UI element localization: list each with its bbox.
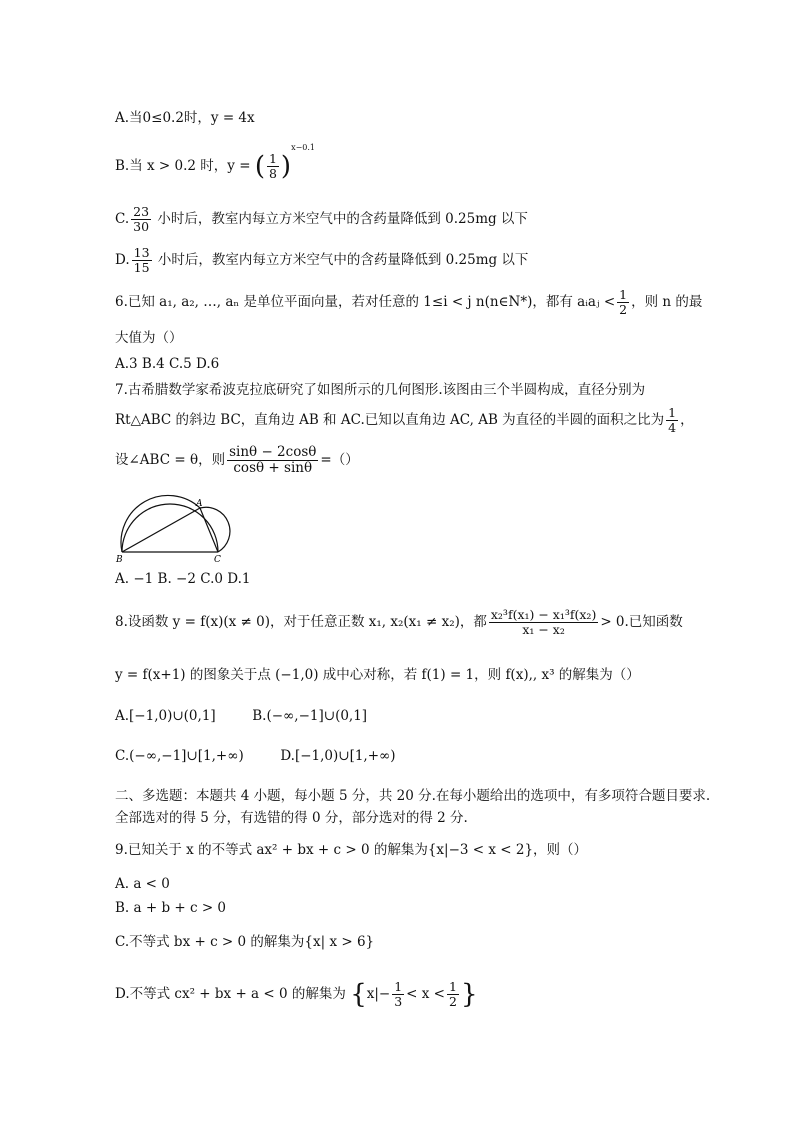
q8-options-row2 (115, 748, 396, 764)
q9-option-d-text: D.不等式 cx² + bx + a < 0 的解集为 (115, 985, 346, 1002)
q7-label-a: A (196, 499, 203, 509)
q9-brace-right: } (460, 979, 478, 1010)
q7-segment-ac (200, 508, 218, 552)
q5-option-d-letter: D. (115, 251, 130, 268)
q5-option-c-text: 小时后，教室内每立方米空气中的含药量降低到 0.25mg 以下 (157, 210, 528, 227)
q7-semicircle-figure (112, 486, 242, 564)
q8-options-row1 (115, 708, 367, 724)
q6-fraction (617, 288, 629, 317)
q5-option-d-fraction (132, 246, 152, 275)
q8-stem-text-b: > 0.已知函数 (600, 613, 683, 630)
q9-d-num1: 1 (394, 979, 403, 994)
q9-brace-left: { (350, 979, 367, 1010)
q5-option-b-prefix: B.当 x > 0.2 时，y = (115, 157, 251, 174)
q6-stem-line1 (115, 288, 702, 317)
q7-semicircle-ab (121, 495, 200, 552)
q5-option-a: A.当0≤0.2时，y = 4x (115, 110, 255, 126)
q9-d-den2: 2 (449, 993, 457, 1009)
q9-d-den1: 3 (394, 993, 403, 1009)
q5-c-den: 30 (133, 218, 150, 234)
q8-frac-den: x₁ − x₂ (522, 621, 565, 637)
q5-d-den: 15 (133, 259, 150, 275)
q8-stem-line2: y = f(x+1) 的图象关于点 (−1,0) 成中心对称，若 f(1) = 1，则 f(x),, x³ 的解集为（） (115, 667, 640, 683)
q6-stem-text-a: 6.已知 a₁, a₂, …, aₙ 是单位平面向量，若对任意的 1≤i < j n(n∈N*)，都有 aᵢaⱼ < (115, 293, 616, 310)
q7-segment-ab (122, 508, 200, 552)
q5-option-b-fraction (267, 152, 279, 181)
section2-header-line2: 全部选对的得 5 分，有选错的得 0 分，部分选对的得 2 分. (115, 810, 468, 826)
q7-stem-line2 (115, 406, 694, 435)
q9-option-d-frac2 (447, 980, 459, 1009)
q5-option-b-exponent: x−0.1 (291, 143, 316, 153)
q8-stem-text-a: 8.设函数 y = f(x)(x ≠ 0)，对于任意正数 x₁, x₂(x₁ ≠ x₂)，都 (115, 613, 487, 630)
q7-stem-text-d: =（） (320, 451, 359, 468)
q5-paren-left: ( (254, 151, 265, 182)
q7-frac-num: 1 (668, 405, 677, 420)
q8-stem-line1 (115, 608, 683, 637)
q7-stem-text-b: ， (680, 411, 694, 428)
q5-paren-right: ) (280, 151, 292, 182)
q7-expr-num: sinθ − 2cosθ (229, 444, 317, 460)
section2-header-line1: 二、多选题：本题共 4 小题，每小题 5 分，共 20 分.在每小题给出的选项中，有多项符合题目要求. (115, 788, 711, 804)
q8-option-a: A.[−1,0)∪(0,1] (115, 708, 216, 724)
q9-option-b: B. a + b + c > 0 (115, 900, 227, 916)
q9-option-d-set: x|− (366, 985, 391, 1002)
q9-option-c: C.不等式 bx + c > 0 的解集为{x| x > 6} (115, 934, 375, 950)
q5-option-c (115, 205, 528, 234)
q9-option-a: A. a < 0 (115, 876, 170, 892)
q9-option-d-mid: < x < (406, 985, 445, 1002)
q8-option-b: B.(−∞,−1]∪(0,1] (252, 708, 368, 724)
q5-option-d (115, 246, 528, 275)
q7-expression (227, 445, 318, 476)
q8-option-d: D.[−1,0)∪[1,+∞) (280, 748, 396, 764)
q9-stem: 9.已知关于 x 的不等式 ax² + bx + c > 0 的解集为{x|−3 < x < 2}，则（） (115, 842, 588, 858)
q5-d-num: 13 (133, 245, 150, 260)
q5-option-c-fraction (131, 205, 151, 234)
q7-label-c: C (214, 555, 221, 564)
q5-c-num: 23 (133, 204, 150, 219)
q9-option-d (115, 980, 478, 1009)
q7-frac-den: 4 (668, 419, 677, 435)
q7-fraction (666, 406, 678, 435)
q8-fraction (489, 608, 598, 637)
q7-semicircle-bc (122, 504, 218, 552)
q6-frac-num: 1 (619, 287, 628, 302)
q7-expr-den: cosθ + sinθ (233, 459, 313, 476)
q7-stem-line1: 7.古希腊数学家希波克拉底研究了如图所示的几何图形.该图由三个半圆构成，直径分别为 (115, 382, 646, 398)
q7-options: A. −1 B. −2 C.0 D.1 (115, 571, 251, 587)
q6-stem-text-b: ，则 n 的最 (631, 293, 703, 310)
q6-options: A.3 B.4 C.5 D.6 (115, 356, 220, 372)
q8-frac-num: x₂³f(x₁) − x₁³f(x₂) (490, 607, 597, 622)
q7-stem-line3 (115, 445, 359, 476)
q9-option-d-frac1 (392, 980, 404, 1009)
q6-frac-den: 2 (619, 301, 628, 317)
q7-stem-text-c: 设∠ABC = θ，则 (115, 451, 226, 468)
q5-b-frac-num: 1 (268, 151, 277, 166)
q8-option-c: C.(−∞,−1]∪[1,+∞) (115, 748, 244, 764)
q7-label-b: B (116, 555, 123, 564)
q5-option-b (115, 143, 316, 182)
q5-option-d-text: 小时后，教室内每立方米空气中的含药量降低到 0.25mg 以下 (157, 251, 529, 268)
q5-option-c-letter: C. (115, 210, 130, 227)
q7-stem-text-a: Rt△ABC 的斜边 BC，直角边 AB 和 AC.已知以直角边 AC, AB 为直径的半圆的面积之比为 (115, 411, 665, 428)
q9-d-num2: 1 (449, 979, 457, 994)
q6-stem-line2: 大值为（） (115, 330, 183, 346)
q5-b-frac-den: 8 (268, 165, 277, 181)
